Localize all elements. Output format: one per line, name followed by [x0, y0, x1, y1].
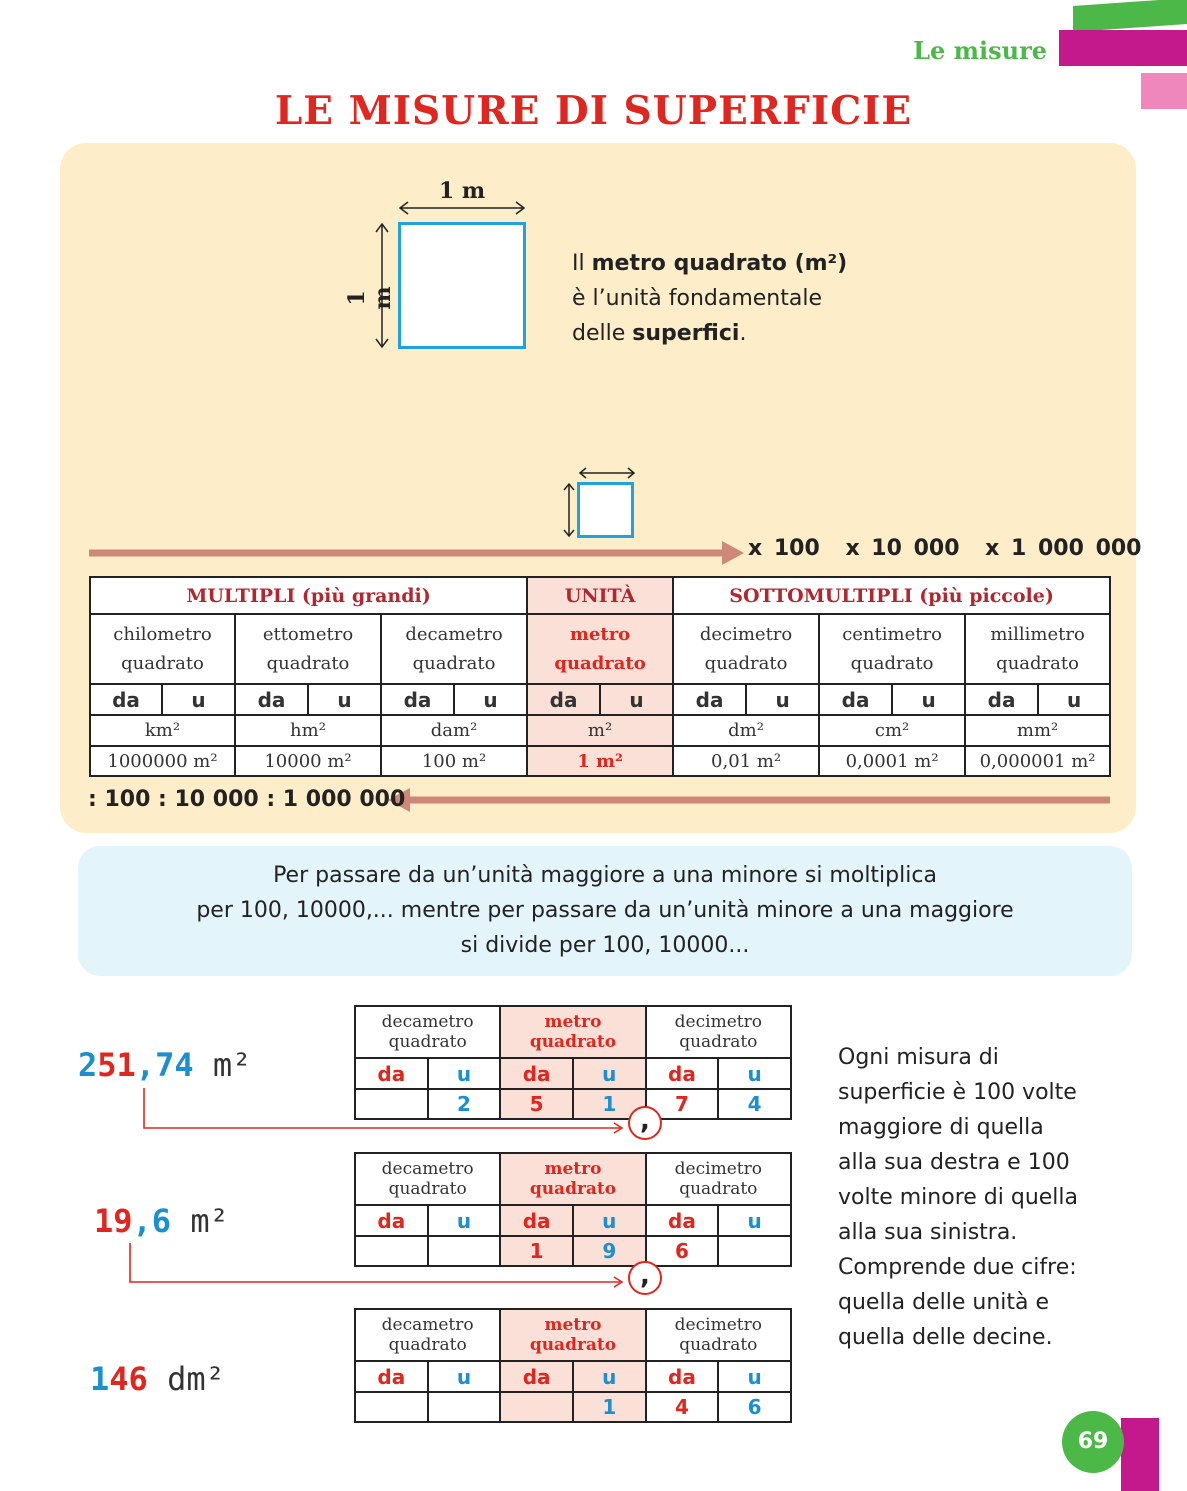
unit-name: ettometro quadrato [235, 614, 381, 684]
decimal-comma-marker: , [628, 1106, 662, 1140]
example-1-table [354, 1005, 792, 1120]
col-header: decimetro quadrato [646, 1309, 791, 1361]
u-cell: u [1038, 684, 1110, 715]
multiply-factors [748, 536, 1156, 561]
digit-cell [428, 1392, 501, 1422]
unit-symbol: km² [90, 715, 235, 746]
u-cell: u [428, 1058, 501, 1089]
unit-symbol: cm² [819, 715, 965, 746]
u-cell: u [892, 684, 965, 715]
u-cell: u [600, 684, 673, 715]
da-cell: da [819, 684, 892, 715]
digit-cell: 1 [573, 1392, 646, 1422]
da-cell: da [673, 684, 746, 715]
u-cell: u [573, 1361, 646, 1392]
unit-value: 10000 m² [235, 746, 381, 776]
square-side-left-label: 1 m [344, 286, 396, 310]
digit-cell: 7 [646, 1089, 719, 1119]
digit-cell: 4 [718, 1089, 791, 1119]
unit-value: 1 m² [527, 746, 673, 776]
col-header: decimetro quadrato [646, 1153, 791, 1205]
col-header: decametro quadrato [355, 1153, 500, 1205]
decimal-comma-marker: , [628, 1261, 662, 1295]
u-cell: u [718, 1058, 791, 1089]
small-square-figure [577, 482, 634, 538]
group-sottomultipli: SOTTOMULTIPLI (più piccole) [673, 577, 1110, 614]
footer-decoration-magenta [1121, 1418, 1159, 1491]
digit-cell [355, 1089, 428, 1119]
da-cell: da [646, 1205, 719, 1236]
digit-cell: 6 [718, 1392, 791, 1422]
divide-factors: : 100 : 10 000 : 1 000 000 [88, 787, 406, 812]
da-cell: da [646, 1361, 719, 1392]
digit-cell: 1 [500, 1236, 573, 1266]
unit-value: 0,01 m² [673, 746, 819, 776]
example-1-number: 251,74 m² [78, 1046, 252, 1084]
digit-cell [428, 1236, 501, 1266]
side-explanation: Ogni misura di superficie è 100 volte maggiore di quella alla sua destra e 100 volte minore di quella alla sua sinistra. Comprende due cifre: quella delle unità e quella delle decine. [838, 1045, 1079, 1350]
unit-name: decimetro quadrato [673, 614, 819, 684]
da-cell: da [355, 1058, 428, 1089]
unit-value: 0,000001 m² [965, 746, 1110, 776]
digit-cell: 5 [500, 1089, 573, 1119]
group-unita: UNITÀ [527, 577, 673, 614]
da-cell: da [355, 1361, 428, 1392]
da-cell: da [965, 684, 1038, 715]
unit-value: 100 m² [381, 746, 527, 776]
digit-cell: 4 [646, 1392, 719, 1422]
unit-name: chilometro quadrato [90, 614, 235, 684]
u-cell: u [718, 1205, 791, 1236]
example-3-table [354, 1308, 792, 1423]
col-header: decametro quadrato [355, 1309, 500, 1361]
u-cell: u [746, 684, 819, 715]
digit-cell: 2 [428, 1089, 501, 1119]
unit-value: 0,0001 m² [819, 746, 965, 776]
da-cell: da [500, 1058, 573, 1089]
u-cell: u [573, 1205, 646, 1236]
multiply-factor: x 10 000 [845, 536, 960, 561]
u-cell: u [718, 1361, 791, 1392]
da-cell: da [381, 684, 454, 715]
unit-value: 1000000 m² [90, 746, 235, 776]
unit-symbol: m² [527, 715, 673, 746]
digit-cell: 6 [646, 1236, 719, 1266]
example-2-number: 19,6 m² [94, 1202, 229, 1240]
col-header: decametro quadrato [355, 1006, 500, 1058]
multiply-factor: x 100 [748, 536, 820, 561]
units-table [89, 576, 1111, 777]
square-meter-figure [398, 222, 526, 349]
col-header: decimetro quadrato [646, 1006, 791, 1058]
da-cell: da [235, 684, 308, 715]
da-cell: da [646, 1058, 719, 1089]
unit-symbol: hm² [235, 715, 381, 746]
example-3-number: 146 dm² [90, 1360, 225, 1398]
page-number: 69 [1062, 1411, 1124, 1473]
example-2-table [354, 1152, 792, 1267]
term-superfici: superfici [632, 321, 740, 346]
u-cell: u [454, 684, 527, 715]
da-cell: da [90, 684, 162, 715]
info-text: Per passare da un’unità maggiore a una minore si moltiplica per 100, 10000,... mentre per passare da un’unità minore a una maggiore si divide per 100, 10000... [196, 863, 1014, 958]
da-cell: da [355, 1205, 428, 1236]
unit-name: metro quadrato [527, 614, 673, 684]
unit-symbol: dm² [673, 715, 819, 746]
square-side-top-label: 1 m [438, 178, 486, 204]
definition-text: Il metro quadrato (m²) è l’unità fondamentale delle superfici. [572, 251, 848, 346]
u-cell: u [428, 1205, 501, 1236]
group-multipli: MULTIPLI (più grandi) [90, 577, 527, 614]
unit-symbol: dam² [381, 715, 527, 746]
unit-name: centimetro quadrato [819, 614, 965, 684]
col-header: metro quadrato [500, 1006, 645, 1058]
term-metro-quadrato: metro quadrato (m²) [591, 251, 848, 276]
u-cell: u [162, 684, 235, 715]
digit-cell [355, 1392, 428, 1422]
digit-cell [500, 1392, 573, 1422]
section-title: Le misure [913, 36, 1047, 65]
u-cell: u [573, 1058, 646, 1089]
digit-cell [355, 1236, 428, 1266]
digit-cell [718, 1236, 791, 1266]
col-header: metro quadrato [500, 1153, 645, 1205]
col-header: metro quadrato [500, 1309, 645, 1361]
unit-name: decametro quadrato [381, 614, 527, 684]
u-cell: u [428, 1361, 501, 1392]
da-cell: da [500, 1205, 573, 1236]
u-cell: u [308, 684, 381, 715]
unit-name: millimetro quadrato [965, 614, 1110, 684]
da-cell: da [527, 684, 600, 715]
da-cell: da [500, 1361, 573, 1392]
multiply-factor: x 1 000 000 [985, 536, 1142, 561]
digit-cell: 1 [573, 1089, 646, 1119]
unit-symbol: mm² [965, 715, 1110, 746]
digit-cell: 9 [573, 1236, 646, 1266]
page-title: LE MISURE DI SUPERFICIE [274, 88, 913, 134]
